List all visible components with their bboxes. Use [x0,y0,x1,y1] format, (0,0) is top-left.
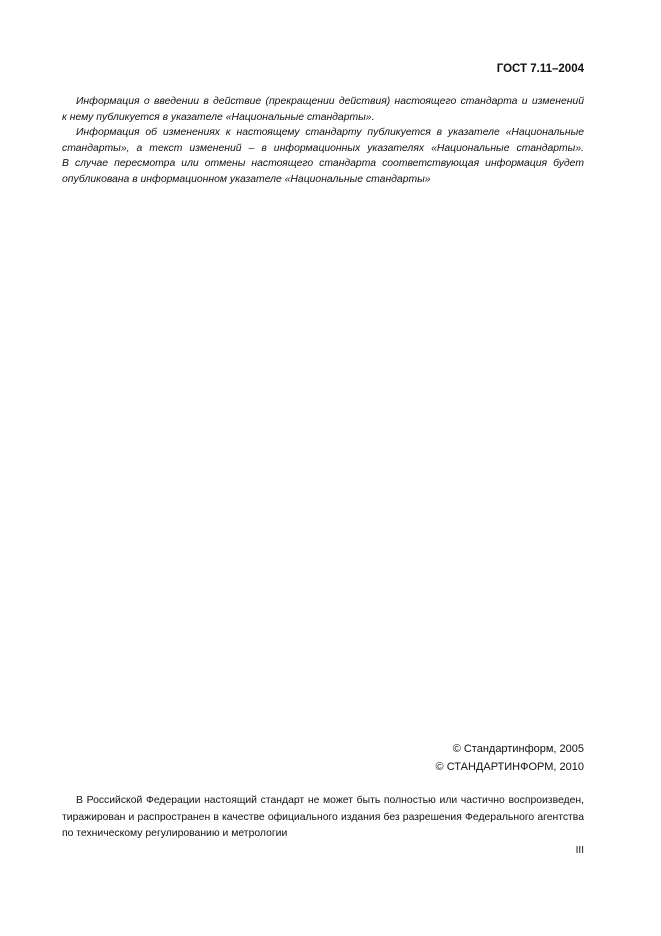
legal-line: тиражирован и распространен в качестве официального издания без разрешения Федерального агентства [62,811,584,823]
copyright-line: © СТАНДАРТИНФОРМ, 2010 [435,761,584,773]
copyright-line: © Стандартинформ, 2005 [452,743,584,755]
document-header: ГОСТ 7.11–2004 [496,63,584,75]
legal-line: В Российской Федерации настоящий стандарт не может быть полностью или частично воспроизведен, [76,795,584,806]
copyright-block [436,740,584,776]
notice-line: В случае пересмотра или отмены настоящего стандарта соответствующая информация будет [62,158,584,169]
notice-line: Информация о введении в действие (прекращении действия) настоящего стандарта и изменений [76,96,584,107]
notice-line: Информация об изменениях к настоящему стандарту публикуется в указателе «Национальные [76,127,584,138]
page-number: III [575,845,584,856]
legal-notice [62,793,584,843]
publication-notice [62,94,584,187]
notice-line: стандарты», а текст изменений – в информационных указателях «Национальные стандарты». [62,142,584,154]
notice-line: опубликована в информационном указателе «Национальные стандарты» [62,173,431,185]
notice-line: к нему публикуется в указателе «Национальные стандарты». [62,111,375,123]
legal-line: по техническому регулированию и метрологии [62,828,288,839]
